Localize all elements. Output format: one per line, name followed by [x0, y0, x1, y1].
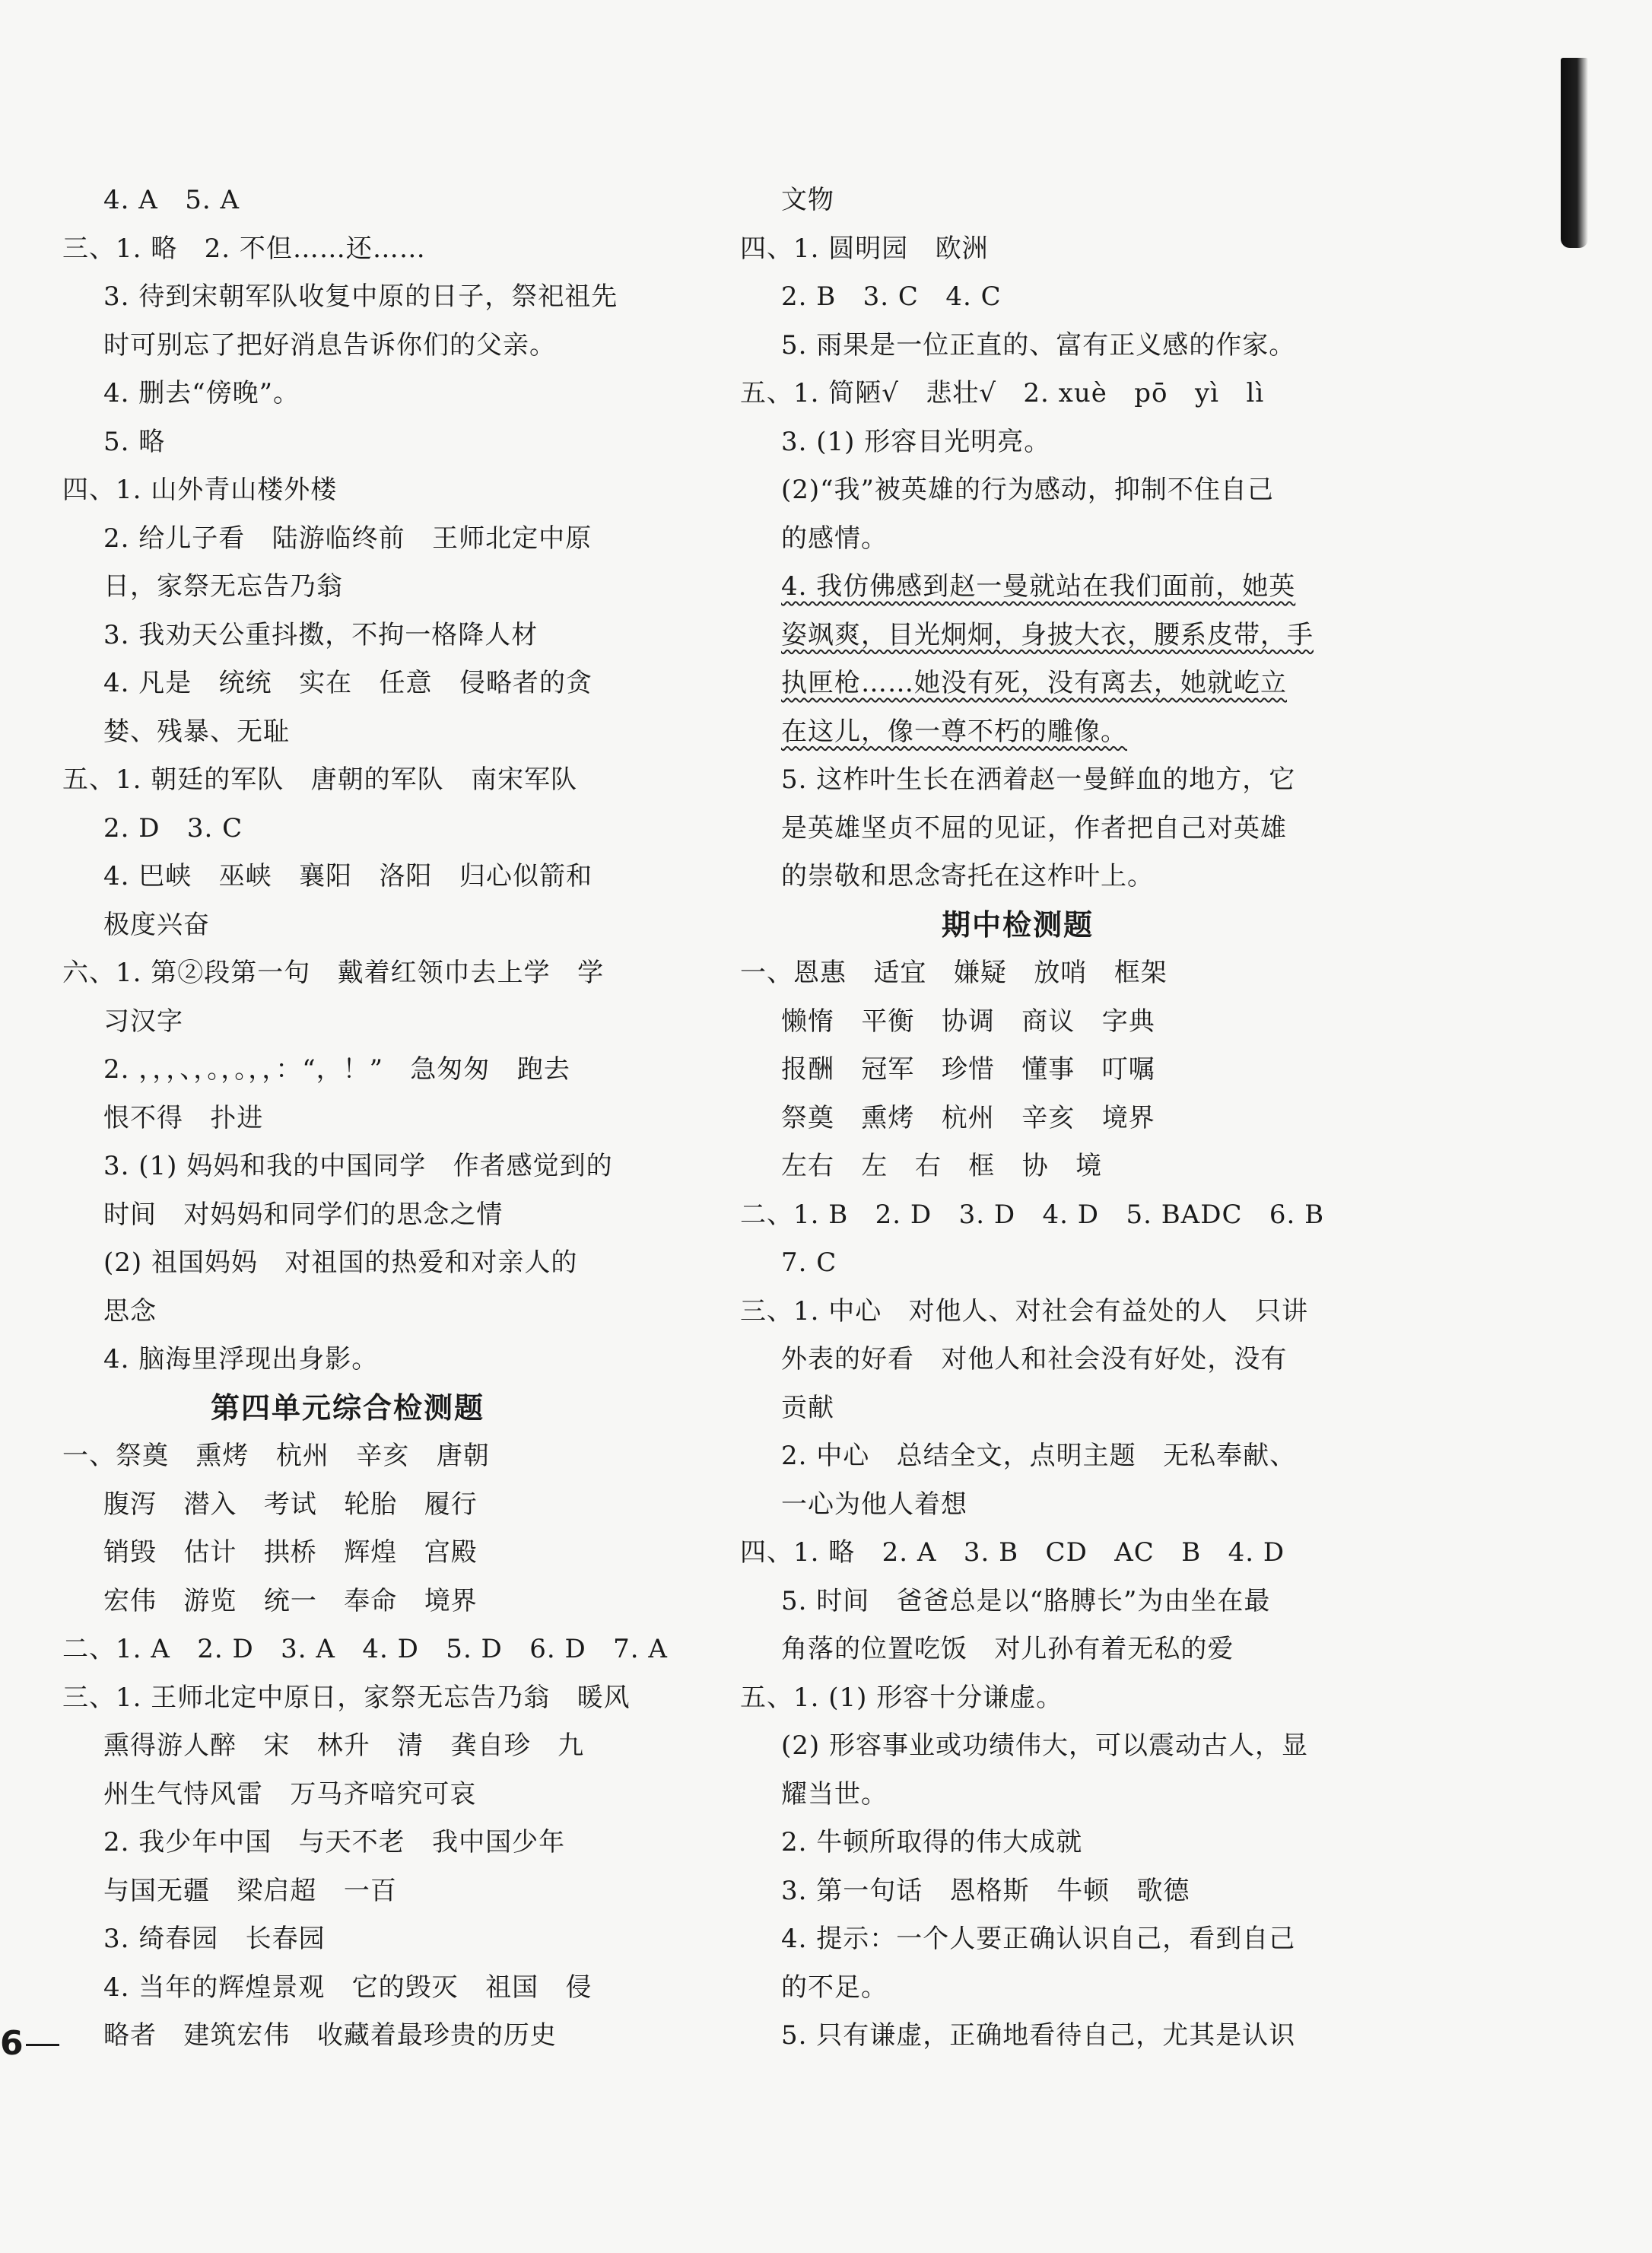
answer-line: [62, 1867, 633, 1916]
answer-line: [62, 515, 633, 564]
answer-text: 三、1. 略 2. 不但……还……: [62, 233, 426, 264]
answer-text: 报酬 冠军 珍惜 懂事 叮嘱: [781, 1054, 1155, 1085]
answer-text: 二、1. B 2. D 3. D 4. D 5. BADC 6. B: [740, 1199, 1325, 1230]
answer-line: [740, 225, 1295, 274]
answer-text: 习汉字: [103, 1006, 183, 1037]
answer-line: [62, 322, 633, 370]
answer-text: 四、1. 山外青山楼外楼: [62, 475, 338, 505]
answer-line: [740, 949, 1295, 998]
answer-line: [62, 273, 633, 322]
answer-text: 六、1. 第②段第一句 戴着红领巾去上学 学: [62, 958, 605, 988]
answer-text: 日，家祭无忘告乃翁: [103, 571, 343, 602]
answer-text: 五、1. (1) 形容十分谦虚。: [740, 1682, 1063, 1713]
answer-line: [62, 2012, 633, 2061]
answer-line: [740, 756, 1295, 805]
answer-line: [740, 418, 1295, 467]
answer-text: 姿飒爽，目光炯炯，身披大衣，腰系皮带，手: [781, 619, 1314, 650]
answer-line: [62, 949, 633, 998]
answer-text: 时间 对妈妈和同学们的思念之情: [103, 1199, 504, 1230]
answer-line: [740, 1288, 1309, 1336]
answer-text: 的感情。: [781, 523, 888, 554]
answer-line: [62, 1336, 633, 1384]
answer-text: 4. 凡是 统统 实在 任意 侵略者的贪: [103, 668, 592, 698]
answer-line: [62, 805, 633, 853]
answer-text: 懒惰 平衡 协调 商议 字典: [781, 1006, 1155, 1037]
answer-text: 2. D 3. C: [103, 812, 243, 844]
answer-text: 5. 时间 爸爸总是以“胳膊长”为由坐在最: [781, 1585, 1271, 1616]
answer-line: [740, 1867, 1295, 1916]
answer-line: [62, 1288, 633, 1336]
answer-text: 4. 提示：一个人要正确认识自己，看到自己: [781, 1924, 1296, 1954]
answer-text: 3. 我劝天公重抖擞，不拘一格降人材: [103, 619, 538, 650]
answer-line: [740, 659, 1295, 708]
answer-text: 五、1. 朝廷的军队 唐朝的军队 南宋军队: [62, 764, 578, 795]
answer-text: 销毁 估计 拱桥 辉煌 宫殿: [103, 1537, 478, 1568]
answer-text: 2. 中心 总结全文，点明主题 无私奉献、: [781, 1441, 1297, 1471]
answer-line: [740, 708, 1295, 757]
answer-text: 的不足。: [781, 1972, 888, 2003]
page-number-dash: [26, 2044, 59, 2046]
answer-text: 4. 脑海里浮现出身影。: [103, 1344, 379, 1374]
answer-text: 2. 我少年中国 与天不老 我中国少年: [103, 1827, 566, 1857]
answer-text: 期中检测题: [941, 907, 1094, 942]
answer-line: [740, 805, 1295, 853]
answer-line: [62, 1046, 633, 1095]
answer-line: [740, 1819, 1295, 1867]
answer-line: [740, 176, 1295, 225]
answer-text: 文物: [781, 185, 834, 215]
answer-line: [62, 1239, 633, 1288]
answer-text: 4. 删去“傍晚”。: [103, 378, 300, 408]
answer-text: 2. B 3. C 4. C: [781, 281, 1002, 312]
answer-text: 一心为他人着想: [781, 1489, 967, 1520]
answer-line: [62, 1964, 633, 2013]
answer-text: 2. 给儿子看 陆游临终前 王师北定中原: [103, 523, 592, 554]
answer-line: [740, 1481, 1295, 1530]
answer-line: [62, 998, 633, 1047]
answer-line: [740, 1529, 1295, 1578]
answer-text: 第四单元综合检测题: [210, 1390, 484, 1425]
answer-line: [62, 225, 633, 274]
right-column: [740, 176, 1325, 2061]
answer-text: 5. 这柞叶生长在洒着赵一曼鲜血的地方，它: [781, 764, 1296, 795]
answer-line: [62, 1095, 633, 1143]
left-column: [62, 176, 668, 2061]
answer-text: 恨不得 扑进: [103, 1102, 264, 1133]
answer-line: [62, 1771, 633, 1819]
answer-text: 3. 第一句话 恩格斯 牛顿 歌德: [781, 1875, 1190, 1906]
answer-text: 四、1. 圆明园 欧洲: [740, 233, 989, 264]
answer-text: 一、恩惠 适宜 嫌疑 放哨 框架: [740, 958, 1168, 988]
answer-line: [740, 2012, 1295, 2061]
answer-line: [62, 1432, 633, 1481]
answer-text: 4. A 5. A: [103, 185, 240, 215]
answer-line: [62, 853, 633, 901]
answer-line: [62, 1481, 633, 1530]
answer-text: 3. (1) 形容目光明亮。: [781, 426, 1051, 457]
answer-text: 二、1. A 2. D 3. A 4. D 5. D 6. D 7. A: [62, 1634, 668, 1664]
answer-text: 时可别忘了把好消息告诉你们的父亲。: [103, 329, 556, 361]
answer-line: [740, 1432, 1295, 1481]
answer-text: 在这儿，像一尊不朽的雕像。: [781, 716, 1127, 747]
answer-line: [62, 1722, 633, 1771]
answer-text: 5. 只有谦虚，正确地看待自己，尤其是认识: [781, 2020, 1296, 2051]
answer-line: [740, 1046, 1295, 1095]
answer-line: [62, 176, 633, 225]
answer-line: [740, 1239, 1295, 1288]
answer-text: 思念: [103, 1295, 157, 1327]
section-title: [62, 1384, 633, 1433]
answer-text: 极度兴奋: [103, 909, 210, 940]
answer-text: 3. 待到宋朝军队收复中原的日子，祭祀祖先: [103, 281, 618, 312]
answer-line: [62, 756, 633, 805]
answer-line: [62, 1191, 633, 1240]
answer-text: 三、1. 王师北定中原日，家祭无忘告乃翁 暖风: [62, 1682, 631, 1713]
answer-line: [62, 659, 633, 708]
answer-line: [62, 1915, 633, 1964]
answer-line: [62, 563, 633, 612]
answer-line: [62, 466, 633, 515]
answer-text: 宏伟 游览 统一 奉命 境界: [103, 1585, 478, 1616]
answer-text: 州生气恃风雷 万马齐喑究可哀: [103, 1778, 477, 1810]
answer-line: [62, 1578, 633, 1626]
answer-line: [740, 998, 1295, 1047]
answer-line: [740, 1095, 1295, 1143]
answer-line: [62, 1674, 633, 1723]
answer-line: [740, 563, 1295, 612]
answer-text: (2) 形容事业或功绩伟大，可以震动古人，显: [781, 1730, 1308, 1761]
answer-line: [62, 1819, 633, 1867]
answer-line: [740, 370, 1295, 418]
answer-text: 7. C: [781, 1247, 837, 1278]
answer-line: [740, 1674, 1295, 1723]
answer-text: 4. 当年的辉煌景观 它的毁灭 祖国 侵: [103, 1972, 592, 2003]
answer-text: 祭奠 熏烤 杭州 辛亥 境界: [781, 1102, 1155, 1133]
answer-text: 五、1. 简陋√ 悲壮√ 2. xuè pō yì lì: [740, 378, 1265, 408]
answer-line: [740, 1578, 1295, 1626]
answer-text: 三、1. 中心 对他人、对社会有益处的人 只讲: [740, 1295, 1309, 1327]
answer-line: [740, 1336, 1295, 1384]
answer-line: [740, 1915, 1295, 1964]
answer-text: 2. ，，，、，。，。，，：“，！” 急匆匆 跑去: [103, 1054, 570, 1085]
answer-line: [62, 612, 633, 660]
answer-text: 腹泻 潜入 考试 轮胎 履行: [103, 1489, 478, 1520]
answer-line: [740, 322, 1295, 370]
answer-text: 略者 建筑宏伟 收藏着最珍贵的历史: [103, 2020, 557, 2051]
binding-shadow: [1561, 58, 1588, 248]
answer-line: [740, 853, 1295, 901]
answer-line: [740, 1625, 1295, 1674]
answer-text: 角落的位置吃饭 对儿孙有着无私的爱: [781, 1634, 1234, 1664]
answer-text: 5. 略: [103, 426, 166, 457]
section-title: [740, 901, 1295, 950]
answer-line: [740, 1964, 1295, 2013]
answer-line: [740, 1142, 1295, 1191]
answer-text: (2)“我”被英雄的行为感动，抑制不住自己: [781, 475, 1274, 505]
answer-text: 5. 雨果是一位正直的、富有正义感的作家。: [781, 329, 1296, 361]
answer-text: 执匣枪……她没有死，没有离去，她就屹立: [781, 668, 1287, 698]
answer-line: [62, 1142, 633, 1191]
answer-text: (2) 祖国妈妈 对祖国的热爱和对亲人的: [103, 1247, 578, 1278]
answer-line: [740, 466, 1295, 515]
answer-line: [62, 418, 633, 467]
answer-line: [62, 1529, 633, 1578]
answer-line: [740, 612, 1314, 660]
answer-text: 2. 牛顿所取得的伟大成就: [781, 1827, 1083, 1857]
page-number: 6: [0, 2024, 24, 2063]
answer-text: 3. (1) 妈妈和我的中国同学 作者感觉到的: [103, 1151, 613, 1181]
answer-text: 贡献: [781, 1392, 834, 1423]
answer-text: 的崇敬和思念寄托在这柞叶上。: [781, 861, 1154, 891]
answer-line: [740, 1384, 1295, 1433]
answer-text: 是英雄坚贞不屈的见证，作者把自己对英雄: [781, 812, 1287, 844]
answer-line: [740, 1722, 1308, 1771]
answer-text: 3. 绮春园 长春园: [103, 1924, 326, 1954]
answer-text: 外表的好看 对他人和社会没有好处，没有: [781, 1344, 1288, 1374]
answer-line: [62, 708, 633, 757]
answer-line: [740, 515, 1295, 564]
answer-text: 一、祭奠 熏烤 杭州 辛亥 唐朝: [62, 1441, 490, 1471]
answer-text: 熏得游人醉 宋 林升 清 龚自珍 九: [103, 1730, 585, 1761]
answer-line: [62, 1625, 668, 1674]
answer-text: 4. 我仿佛感到赵一曼就站在我们面前，她英: [781, 571, 1296, 602]
answer-text: 四、1. 略 2. A 3. B CD AC B 4. D: [740, 1537, 1285, 1568]
answer-text: 4. 巴峡 巫峡 襄阳 洛阳 归心似箭和: [103, 861, 592, 891]
answer-text: 婪、残暴、无耻: [103, 716, 290, 747]
answer-text: 左右 左 右 框 协 境: [781, 1151, 1103, 1181]
answer-text: 与国无疆 梁启超 一百: [103, 1875, 397, 1906]
answer-line: [62, 901, 633, 950]
answer-line: [740, 1191, 1325, 1240]
answer-line: [740, 1771, 1295, 1819]
answer-line: [740, 273, 1295, 322]
answer-text: 耀当世。: [781, 1778, 888, 1810]
answer-line: [62, 370, 633, 418]
